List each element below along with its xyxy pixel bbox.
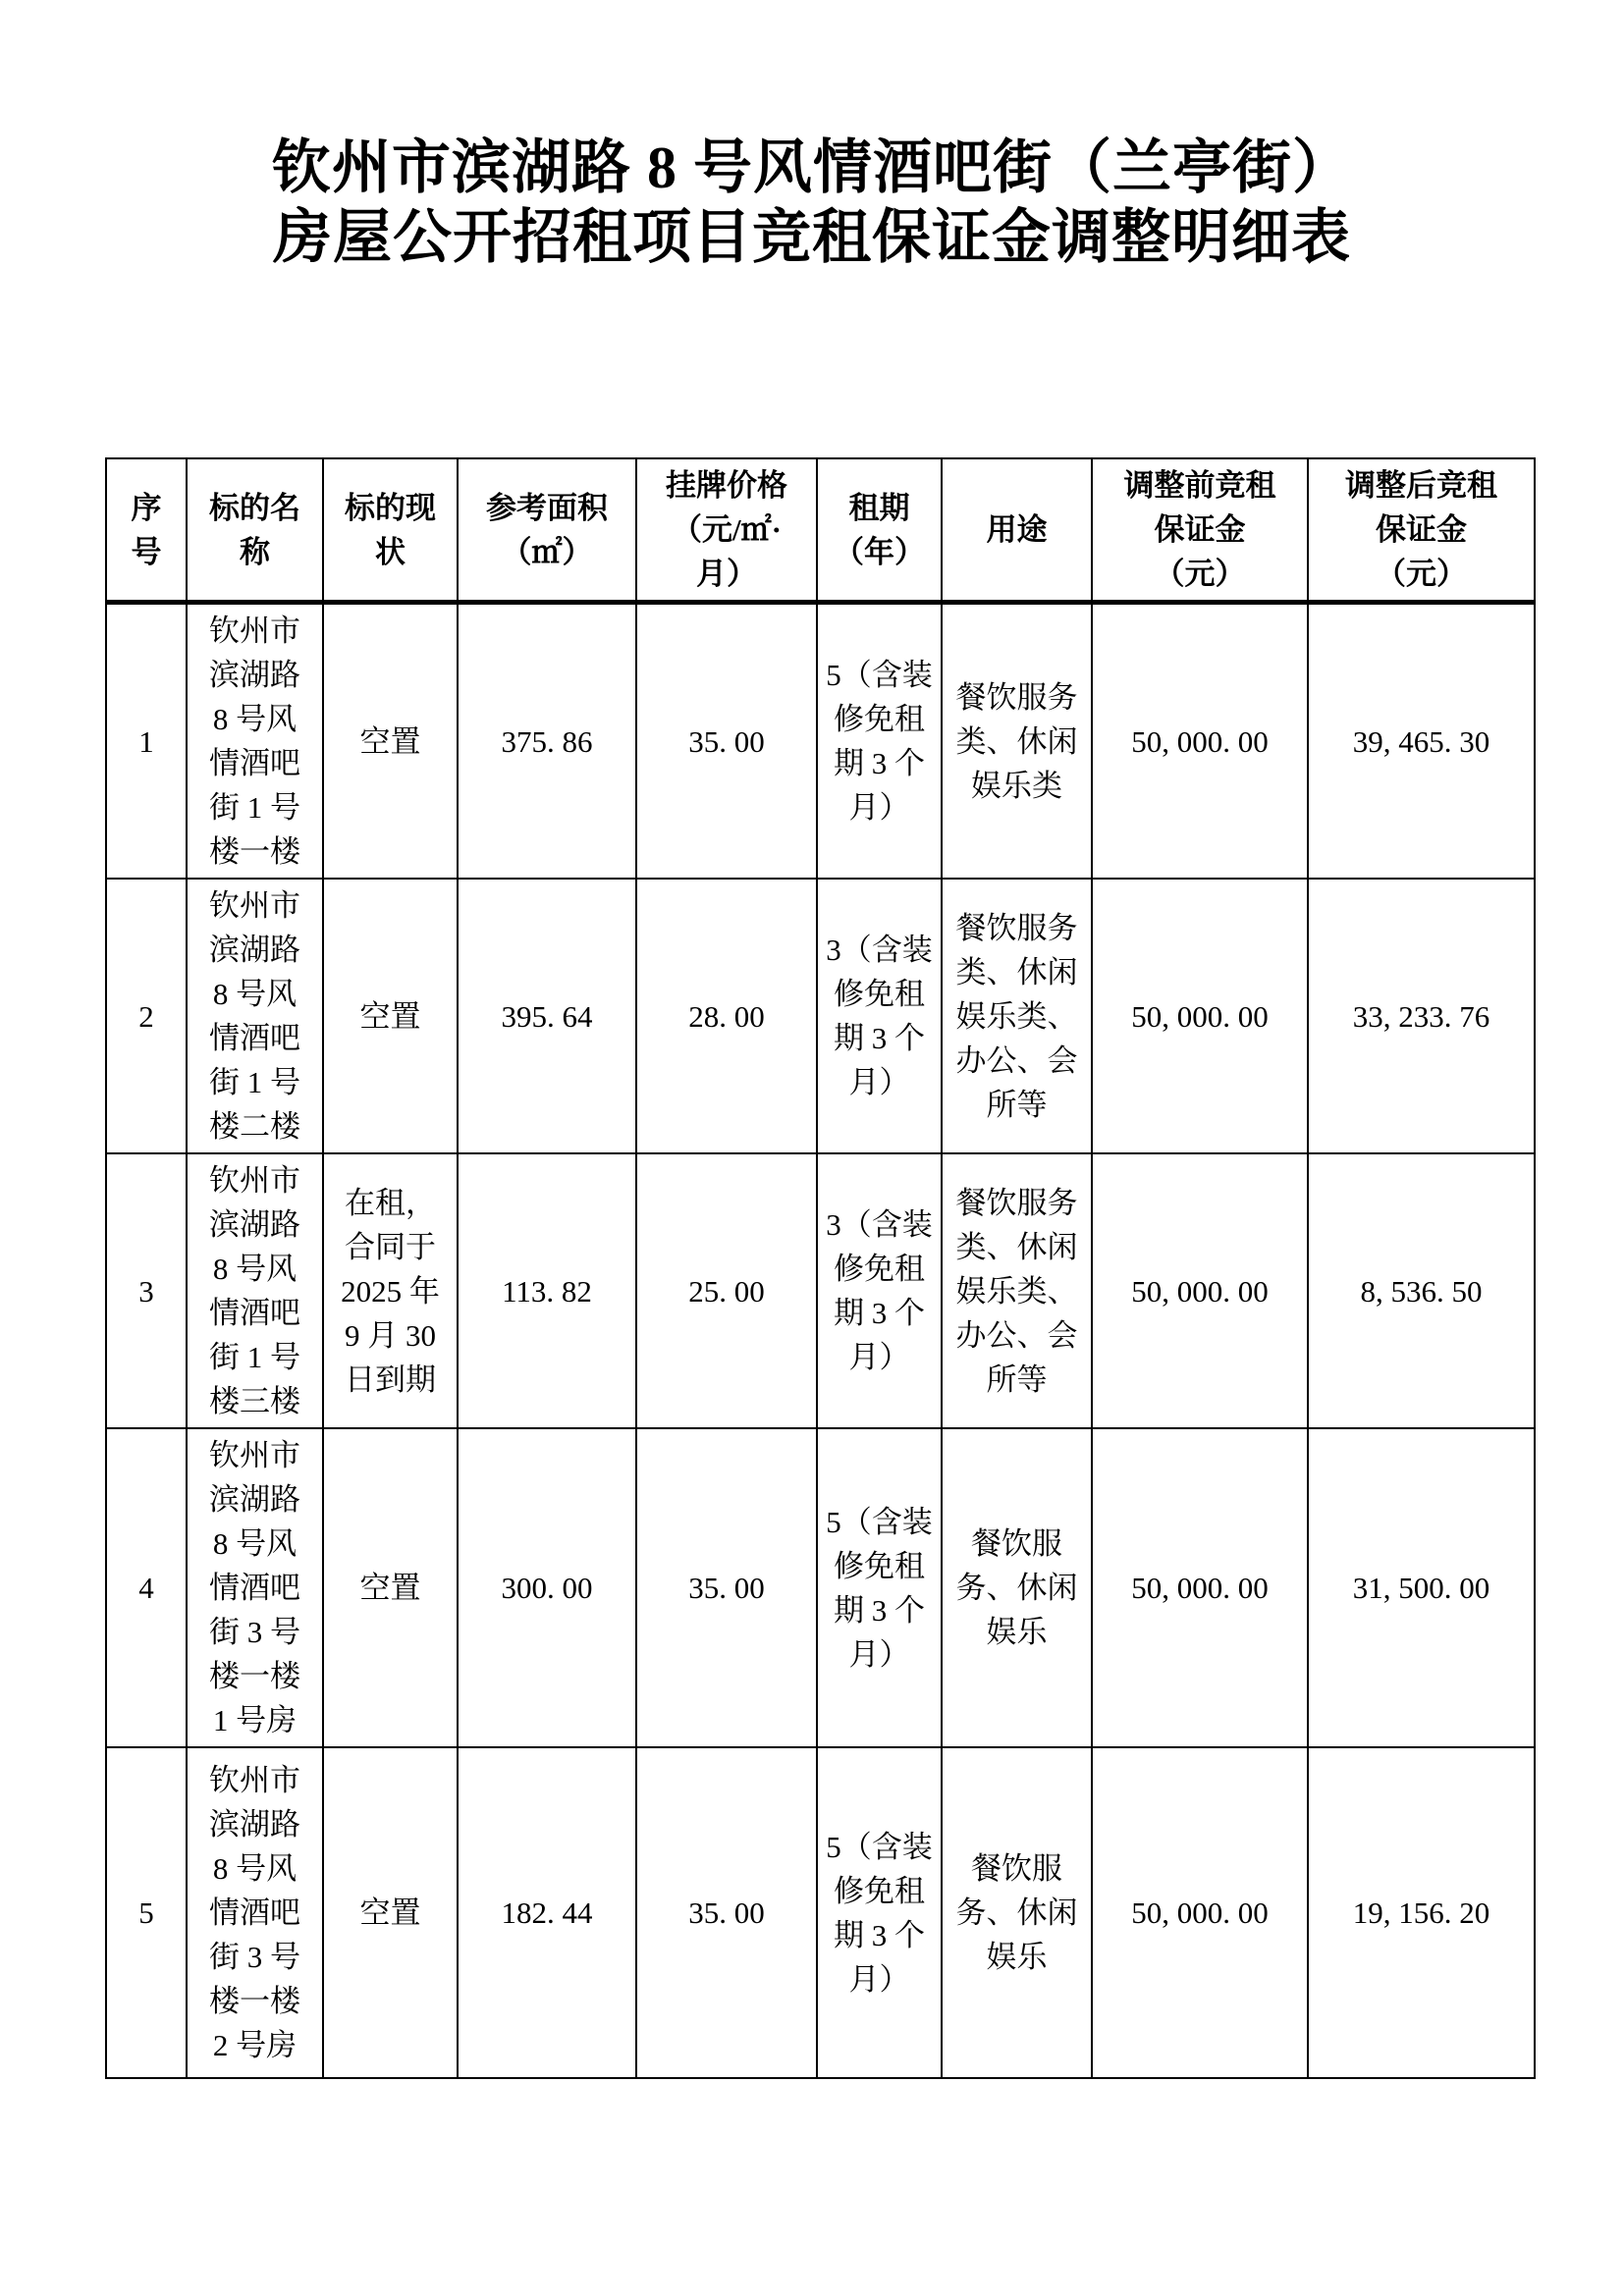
table-row — [106, 879, 1535, 1153]
column-header: 标的名称 — [187, 458, 323, 603]
cell-price: 35. 00 — [636, 603, 817, 880]
table-row — [106, 1747, 1535, 2078]
column-header: 标的现状 — [323, 458, 458, 603]
cell-usage: 餐饮服务、休闲娱乐 — [942, 1428, 1092, 1747]
cell-name: 钦州市滨湖路 8 号风情酒吧街 1 号楼三楼 — [187, 1153, 323, 1428]
cell-deposit_before: 50, 000. 00 — [1092, 603, 1308, 880]
cell-deposit_after: 33, 233. 76 — [1308, 879, 1535, 1153]
cell-name: 钦州市滨湖路 8 号风情酒吧街 3 号楼一楼 1 号房 — [187, 1428, 323, 1747]
cell-deposit_before: 50, 000. 00 — [1092, 1428, 1308, 1747]
cell-area: 113. 82 — [458, 1153, 636, 1428]
cell-price: 25. 00 — [636, 1153, 817, 1428]
cell-deposit_before: 50, 000. 00 — [1092, 1747, 1308, 2078]
cell-deposit_after: 19, 156. 20 — [1308, 1747, 1535, 2078]
cell-area: 375. 86 — [458, 603, 636, 880]
column-header: 序号 — [106, 458, 187, 603]
cell-status: 空置 — [323, 1428, 458, 1747]
column-header: 参考面积（㎡） — [458, 458, 636, 603]
cell-usage: 餐饮服务、休闲娱乐 — [942, 1747, 1092, 2078]
cell-no: 2 — [106, 879, 187, 1153]
cell-deposit_before: 50, 000. 00 — [1092, 879, 1308, 1153]
cell-term: 5（含装修免租期 3 个月） — [817, 1747, 942, 2078]
page-title-line2: 房屋公开招租项目竞租保证金调整明细表 — [273, 205, 1351, 270]
cell-status: 在租，合同于 2025 年 9 月 30 日到期 — [323, 1153, 458, 1428]
cell-area: 182. 44 — [458, 1747, 636, 2078]
cell-no: 4 — [106, 1428, 187, 1747]
cell-price: 28. 00 — [636, 879, 817, 1153]
cell-area: 395. 64 — [458, 879, 636, 1153]
deposit-adjustment-table — [105, 457, 1536, 2079]
page-title — [0, 133, 1624, 273]
column-header: 挂牌价格（元/㎡·月） — [636, 458, 817, 603]
cell-no: 1 — [106, 603, 187, 880]
page-title-line1: 钦州市滨湖路 8 号风情酒吧街（兰亭街） — [272, 135, 1352, 200]
cell-deposit_after: 8, 536. 50 — [1308, 1153, 1535, 1428]
cell-term: 3（含装修免租期 3 个月） — [817, 879, 942, 1153]
cell-no: 5 — [106, 1747, 187, 2078]
cell-usage: 餐饮服务类、休闲娱乐类 — [942, 603, 1092, 880]
cell-usage: 餐饮服务类、休闲娱乐类、办公、会所等 — [942, 1153, 1092, 1428]
cell-deposit_after: 31, 500. 00 — [1308, 1428, 1535, 1747]
cell-name: 钦州市滨湖路 8 号风情酒吧街 1 号楼一楼 — [187, 603, 323, 880]
column-header: 调整后竞租保证金（元） — [1308, 458, 1535, 603]
column-header: 租期（年） — [817, 458, 942, 603]
cell-status: 空置 — [323, 603, 458, 880]
table-row — [106, 1428, 1535, 1747]
table-body — [106, 603, 1535, 2079]
cell-price: 35. 00 — [636, 1428, 817, 1747]
column-header: 用途 — [942, 458, 1092, 603]
cell-name: 钦州市滨湖路 8 号风情酒吧街 1 号楼二楼 — [187, 879, 323, 1153]
cell-term: 3（含装修免租期 3 个月） — [817, 1153, 942, 1428]
cell-no: 3 — [106, 1153, 187, 1428]
column-header: 调整前竞租保证金（元） — [1092, 458, 1308, 603]
table-row — [106, 1153, 1535, 1428]
cell-status: 空置 — [323, 879, 458, 1153]
cell-deposit_before: 50, 000. 00 — [1092, 1153, 1308, 1428]
cell-term: 5（含装修免租期 3 个月） — [817, 1428, 942, 1747]
cell-name: 钦州市滨湖路 8 号风情酒吧街 3 号楼一楼 2 号房 — [187, 1747, 323, 2078]
table-row — [106, 603, 1535, 880]
cell-usage: 餐饮服务类、休闲娱乐类、办公、会所等 — [942, 879, 1092, 1153]
cell-status: 空置 — [323, 1747, 458, 2078]
cell-deposit_after: 39, 465. 30 — [1308, 603, 1535, 880]
cell-area: 300. 00 — [458, 1428, 636, 1747]
cell-price: 35. 00 — [636, 1747, 817, 2078]
cell-term: 5（含装修免租期 3 个月） — [817, 603, 942, 880]
header-row — [106, 458, 1535, 603]
